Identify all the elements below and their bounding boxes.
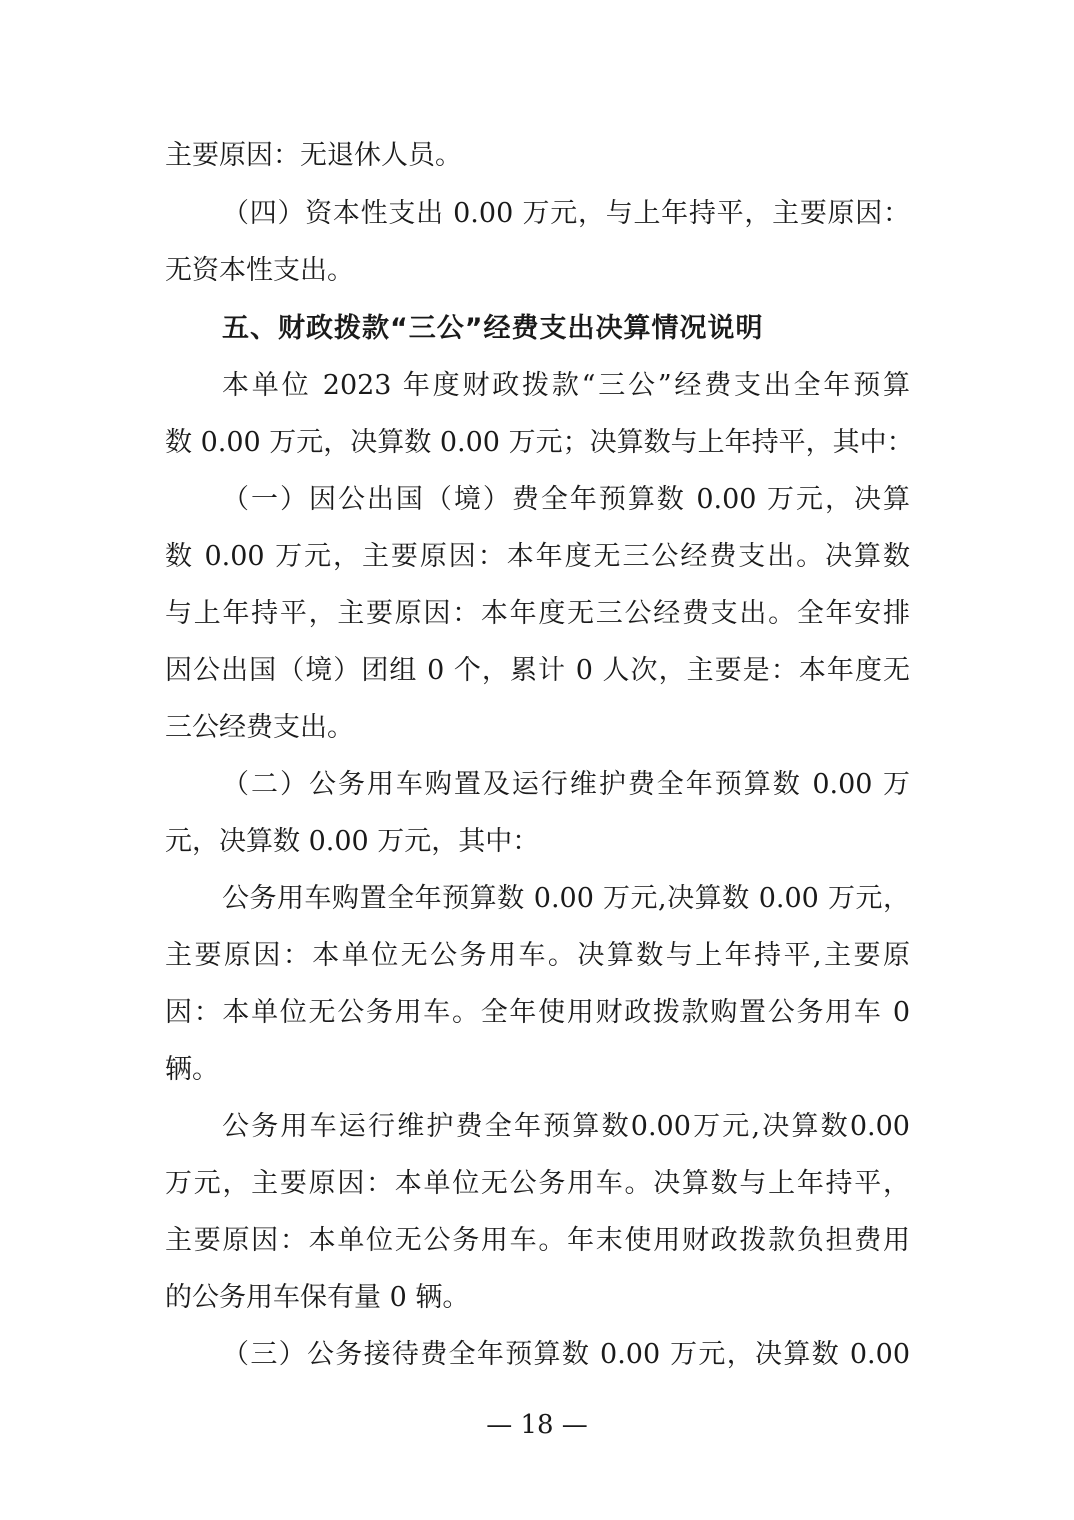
text-line-overseas-end: 三公经费支出。 (165, 712, 354, 743)
text-line-overseas-groups: 因公出国（境）团组 0 个，累计 0 人次，主要是：本年度无 (165, 655, 910, 686)
text-line-vehicle-purchase-reason: 主要原因：本单位无公务用车。决算数与上年持平,主要原 (165, 940, 910, 971)
section-heading-three-public-expenses: 五、财政拨款“三公”经费支出决算情况说明 (222, 313, 764, 344)
text-line-vehicle-maintenance-reason: 万元，主要原因：本单位无公务用车。决算数与上年持平， (165, 1168, 910, 1199)
text-line-vehicle-holdings: 的公务用车保有量 0 辆。 (165, 1282, 470, 1313)
text-line-vehicle-expenses: （二）公务用车购置及运行维护费全年预算数 0.00 万 (222, 769, 910, 800)
text-line-overseas-comparison: 与上年持平，主要原因：本年度无三公经费支出。全年安排 (165, 598, 910, 629)
page-number: — 18 — (486, 1410, 588, 1440)
text-line-vehicle-final: 元，决算数 0.00 万元，其中： (165, 826, 540, 857)
text-line-vehicle-purchase: 公务用车购置全年预算数 0.00 万元,决算数 0.00 万元， (222, 883, 910, 914)
text-line-budget-summary: 数 0.00 万元，决算数 0.00 万元；决算数与上年持平，其中： (165, 427, 914, 458)
text-line-capital-expenditure: （四）资本性支出 0.00 万元，与上年持平，主要原因： (222, 198, 910, 229)
text-line-overseas-travel: （一）因公出国（境）费全年预算数 0.00 万元，决算 (222, 484, 910, 515)
text-line-vehicle-maintenance-detail: 主要原因：本单位无公务用车。年末使用财政拨款负担费用 (165, 1225, 910, 1256)
text-line-vehicle-purchase-unit: 辆。 (165, 1054, 219, 1085)
text-line-vehicle-purchase-count: 因：本单位无公务用车。全年使用财政拨款购置公务用车 0 (165, 997, 910, 1028)
text-line-overseas-reason: 数 0.00 万元，主要原因：本年度无三公经费支出。决算数 (165, 541, 910, 572)
text-line-capital-reason: 无资本性支出。 (165, 255, 354, 286)
text-line-retirement-reason: 主要原因：无退休人员。 (165, 140, 462, 171)
text-line-vehicle-maintenance: 公务用车运行维护费全年预算数0.00万元,决算数0.00 (222, 1111, 910, 1142)
text-line-reception-expenses: （三）公务接待费全年预算数 0.00 万元，决算数 0.00 (222, 1339, 910, 1370)
text-line-budget-intro: 本单位 2023 年度财政拨款“三公”经费支出全年预算 (222, 370, 910, 401)
